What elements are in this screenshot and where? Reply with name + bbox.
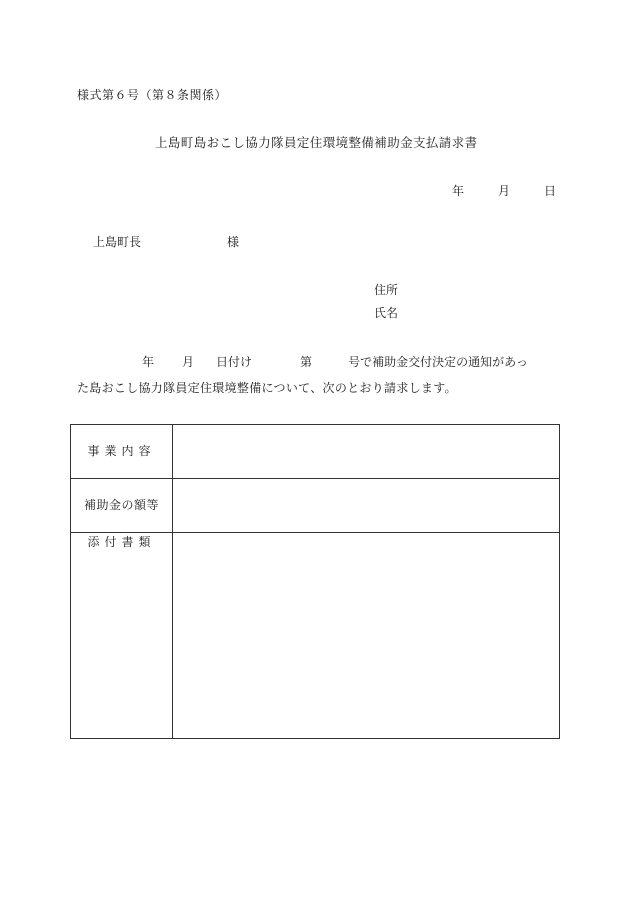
form-number: 様式第６号（第８条関係） [77, 88, 228, 102]
document-title: 上島町島おこし協力隊員定住環境整備補助金支払請求書 [155, 135, 478, 150]
date-year: 年 [451, 184, 464, 198]
attachments-field[interactable] [173, 533, 559, 738]
table-row-project-content [71, 425, 559, 479]
date-month: 月 [497, 184, 510, 198]
body-paragraph-line2: た島おこし協力隊員定住環境整備について、次のとおり請求します。 [77, 381, 457, 395]
applicant-address-label: 住所 [374, 283, 399, 297]
date-day: 日 [543, 184, 556, 198]
table-row-subsidy-amount [71, 479, 559, 533]
table-row-attachments [71, 533, 559, 738]
body-month: 月 [182, 355, 195, 369]
body-go-text: 号で補助金交付決定の通知があっ [348, 355, 528, 369]
date-line [452, 185, 556, 197]
subsidy-amount-label: 補助金の額等 [83, 498, 159, 512]
body-day: 日付け [216, 355, 253, 369]
attachments-label: 添付書類 [87, 535, 156, 549]
addressee-honorific: 様 [227, 235, 240, 249]
applicant-name-label: 氏名 [374, 306, 399, 320]
addressee-name: 上島町長 [93, 235, 142, 249]
project-content-field[interactable] [173, 425, 559, 478]
request-table [70, 424, 560, 739]
addressee [93, 236, 239, 248]
body-paragraph-line1 [142, 356, 528, 368]
body-year: 年 [142, 355, 155, 369]
subsidy-amount-field[interactable] [173, 479, 559, 532]
body-dai: 第 [300, 355, 313, 369]
project-content-label: 事業内容 [87, 444, 156, 458]
